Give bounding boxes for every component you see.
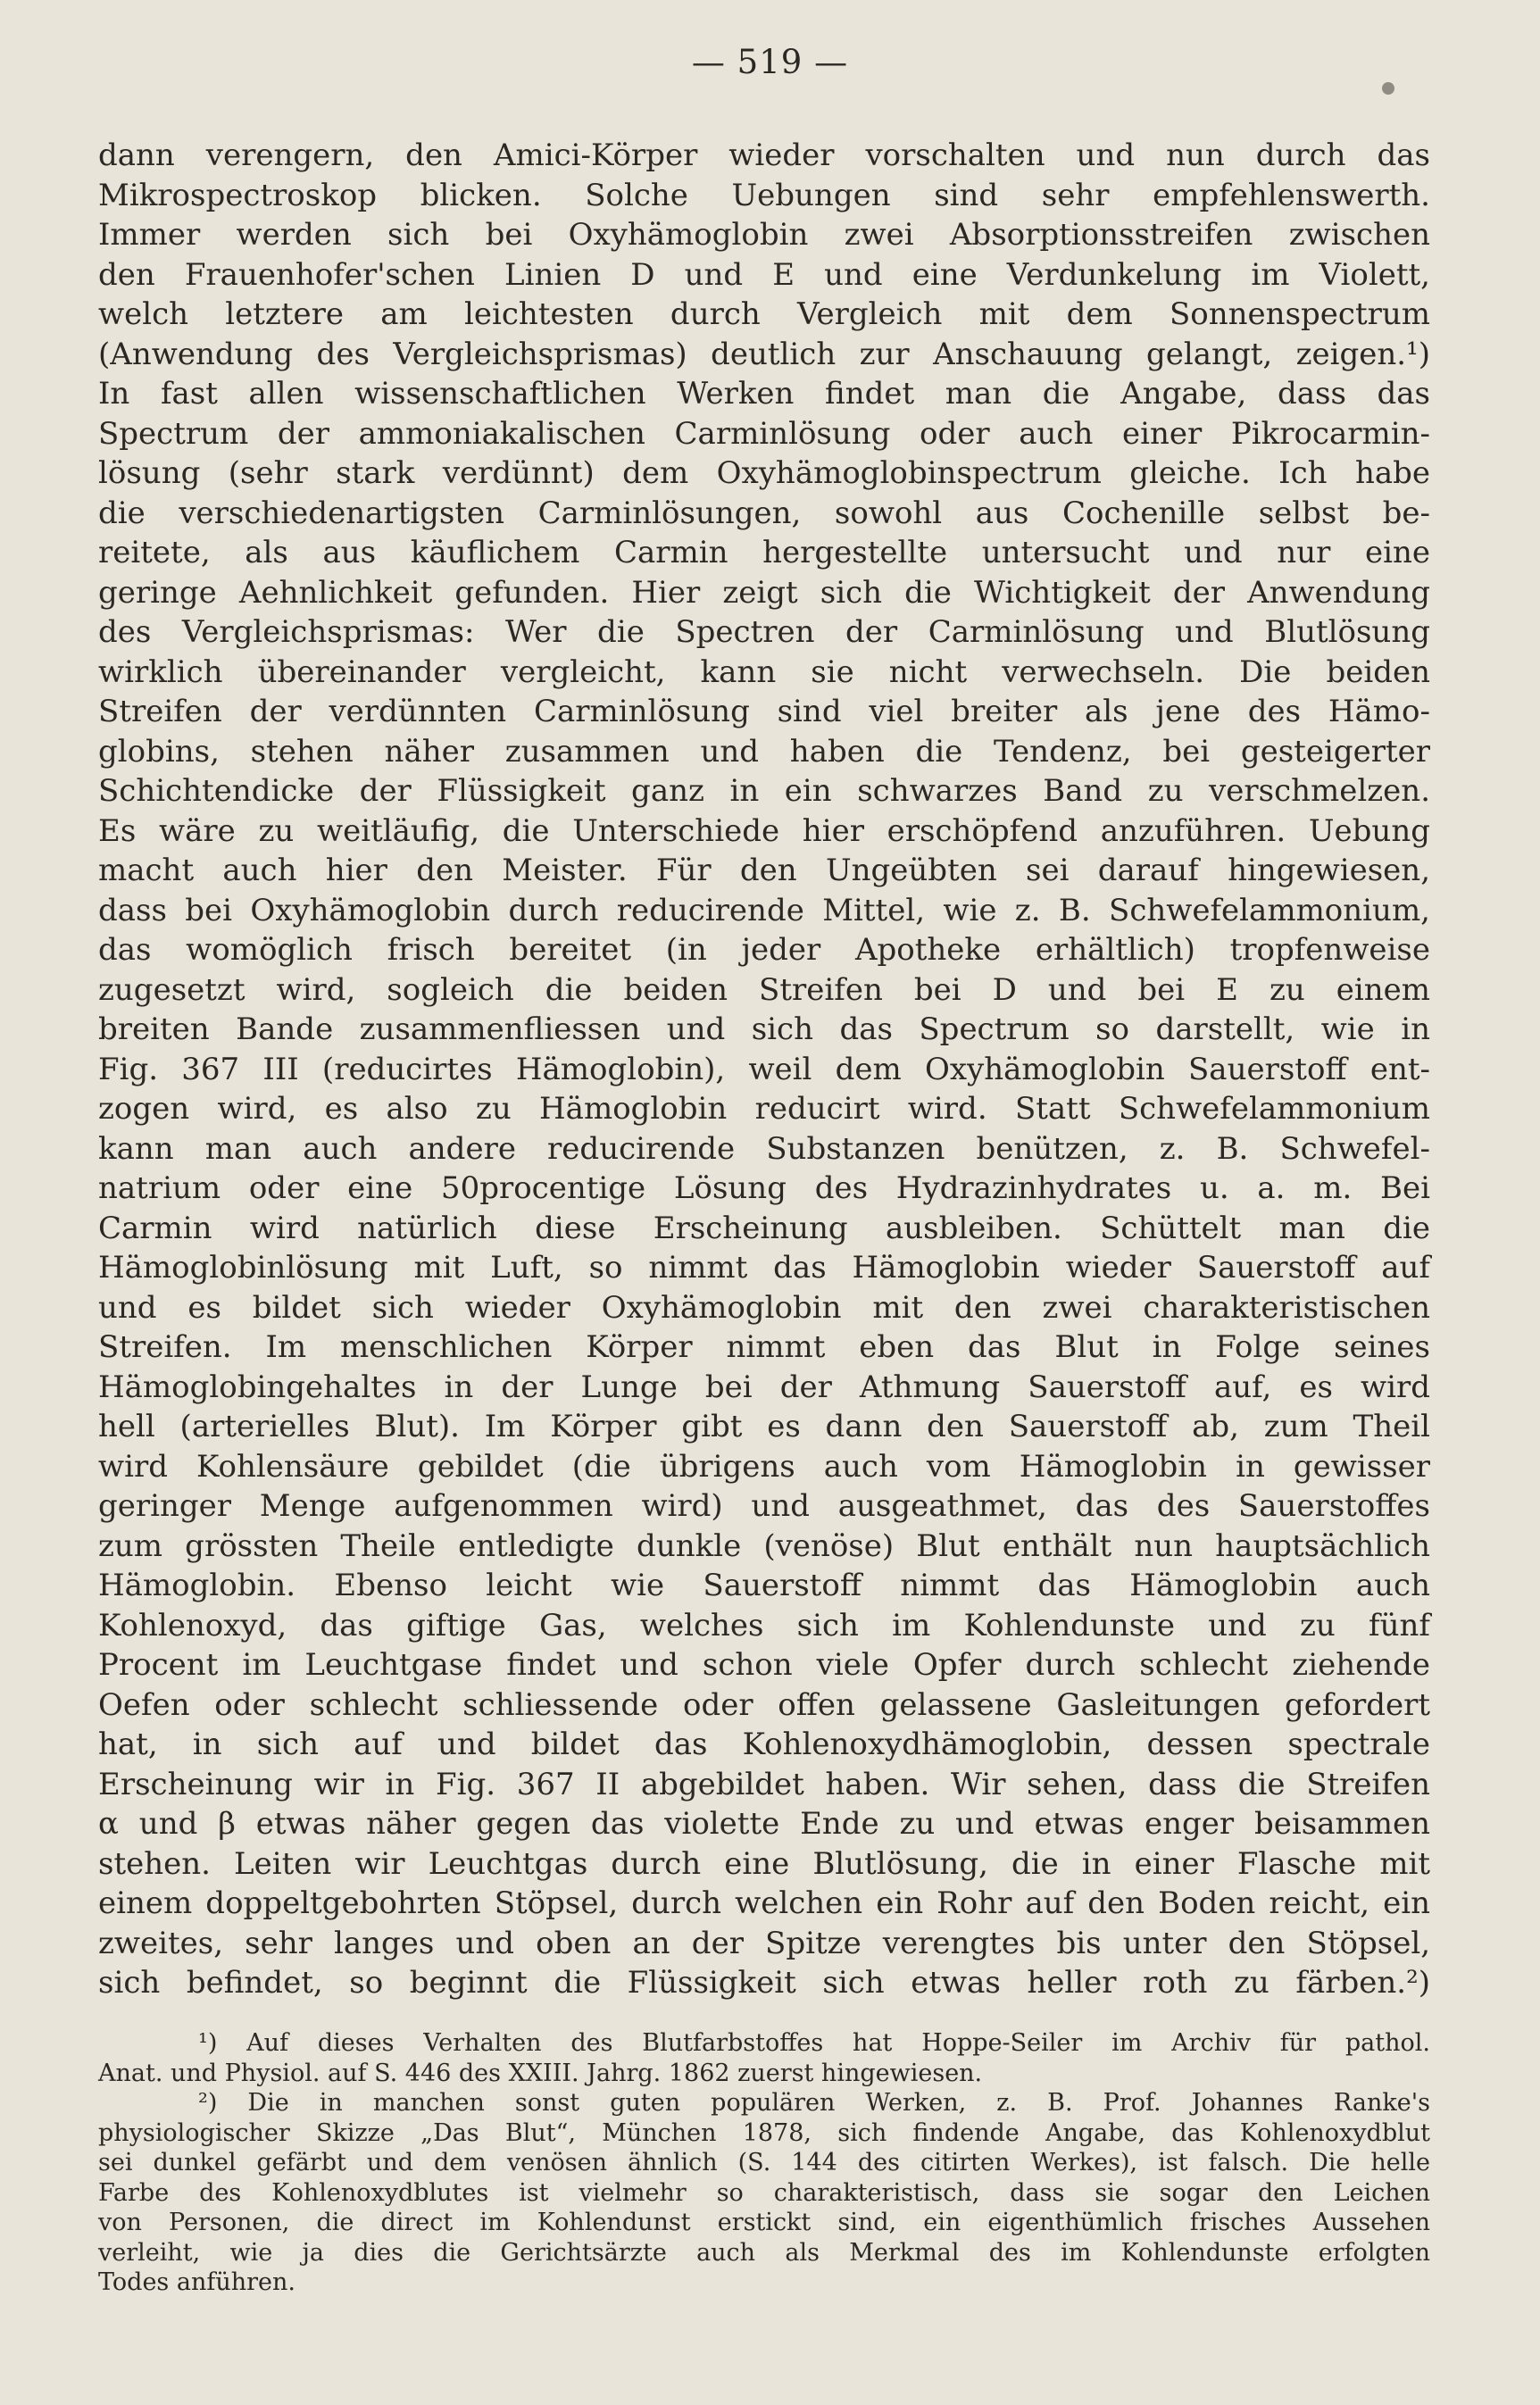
text-line: Immer werden sich bei Oxyhämoglobin zwei Absorptionsstreifen zwischen xyxy=(98,217,1430,253)
text-line: kann man auch andere reducirende Substanzen benützen, z. B. Schwefel- xyxy=(98,1130,1430,1167)
text-line: dass bei Oxyhämoglobin durch reducirende Mittel, wie z. B. Schwefelammonium, xyxy=(98,892,1430,928)
main-text xyxy=(98,136,1430,2043)
text-line: zum grössten Theile entledigte dunkle (venöse) Blut enthält nun hauptsächlich xyxy=(98,1527,1430,1564)
text-line: Mikrospectroskop blicken. Solche Uebungen sind sehr empfehlenswerth. xyxy=(98,177,1430,213)
text-line: (Anwendung des Vergleichsprismas) deutlich zur Anschauung gelangt, zeigen.¹) xyxy=(98,336,1430,372)
text-line: welch letztere am leichtesten durch Vergleich mit dem Sonnenspectrum xyxy=(98,296,1430,332)
text-line: natrium oder eine 50procentige Lösung des Hydrazinhydrates u. a. m. Bei xyxy=(98,1170,1430,1206)
footnote-line: physiologischer Skizze „Das Blut“, München 1878, sich findende Angabe, das Kohlenoxydblut xyxy=(98,2118,1430,2147)
text-line: Procent im Leuchtgase findet und schon viele Opfer durch schlecht ziehende xyxy=(98,1647,1430,1683)
text-line: Hämoglobinlösung mit Luft, so nimmt das Hämoglobin wieder Sauerstoff auf xyxy=(98,1250,1430,1286)
text-line: stehen. Leiten wir Leuchtgas durch eine Blutlösung, die in einer Flasche mit xyxy=(98,1845,1430,1882)
text-line: Erscheinung wir in Fig. 367 II abgebildet haben. Wir sehen, dass die Streifen xyxy=(98,1766,1430,1802)
footnotes xyxy=(98,2028,1430,2298)
footnote-line: von Personen, die direct im Kohlendunst erstickt sind, ein eigenthümlich frisches Aussehen xyxy=(98,2209,1430,2236)
text-line: geringer Menge aufgenommen wird) und ausgeathmet, das des Sauerstoffes xyxy=(98,1488,1430,1524)
footnote-line: ¹) Auf dieses Verhalten des Blutfarbstoffes hat Hoppe-Seiler im Archiv für pathol. xyxy=(198,2029,1430,2057)
text-line: macht auch hier den Meister. Für den Ungeübten sei darauf hingewiesen, xyxy=(98,853,1430,888)
footnote-line: verleiht, wie ja dies die Gerichtsärzte auch als Merkmal des im Kohlendunste erfolgten xyxy=(98,2238,1430,2267)
text-line: und es bildet sich wieder Oxyhämoglobin mit den zwei charakteristischen xyxy=(98,1289,1430,1326)
text-line: sich befindet, so beginnt die Flüssigkeit sich etwas heller roth zu färben.²) xyxy=(98,1965,1430,2001)
text-line: den Frauenhofer'schen Linien D und E und eine Verdunkelung im Violett, xyxy=(98,256,1430,293)
text-line: In fast allen wissenschaftlichen Werken findet man die Angabe, dass das xyxy=(98,376,1430,412)
text-line: Hämoglobingehaltes in der Lunge bei der Athmung Sauerstoff auf, es wird xyxy=(98,1369,1430,1405)
text-line: Streifen der verdünnten Carminlösung sind viel breiter als jene des Hämo- xyxy=(98,694,1430,729)
text-line: Schichtendicke der Flüssigkeit ganz in ein schwarzes Band zu verschmelzen. xyxy=(98,773,1430,809)
text-line: Fig. 367 III (reducirtes Hämoglobin), weil dem Oxyhämoglobin Sauerstoff ent- xyxy=(98,1051,1430,1087)
footnote-line: Todes anführen. xyxy=(98,2268,296,2296)
text-line: zugesetzt wird, sogleich die beiden Streifen bei D und bei E zu einem xyxy=(98,971,1430,1008)
text-line: hat, in sich auf und bildet das Kohlenoxydhämoglobin, dessen spectrale xyxy=(98,1727,1430,1762)
text-line: Oefen oder schlecht schliessende oder offen gelassene Gasleitungen gefordert xyxy=(98,1686,1430,1723)
footnote-line: sei dunkel gefärbt und dem venösen ähnlich (S. 144 des citirten Werkes), ist falsch. Die helle xyxy=(98,2149,1430,2176)
text-line: geringe Aehnlichkeit gefunden. Hier zeigt sich die Wichtigkeit der Anwendung xyxy=(98,574,1430,611)
text-line: zogen wird, es also zu Hämoglobin reducirt wird. Statt Schwefelammonium xyxy=(98,1091,1430,1127)
text-line: Spectrum der ammoniakalischen Carminlösung oder auch einer Pikrocarmin- xyxy=(98,415,1430,452)
text-line: wird Kohlensäure gebildet (die übrigens auch vom Hämoglobin in gewisser xyxy=(98,1448,1430,1485)
text-line: lösung (sehr stark verdünnt) dem Oxyhämoglobinspectrum gleiche. Ich habe xyxy=(98,455,1430,491)
footnote-line: ²) Die in manchen sonst guten populären Werken, z. B. Prof. Johannes Ranke's xyxy=(198,2089,1430,2117)
text-line: globins, stehen näher zusammen und haben die Tendenz, bei gesteigerter xyxy=(98,733,1430,770)
paper-speck xyxy=(1382,82,1394,95)
text-line: breiten Bande zusammenfliessen und sich das Spectrum so darstellt, wie in xyxy=(98,1011,1430,1047)
text-line: Streifen. Im menschlichen Körper nimmt eben das Blut in Folge seines xyxy=(98,1329,1430,1365)
text-line: Es wäre zu weitläufig, die Unterschiede hier erschöpfend anzuführen. Uebung xyxy=(98,812,1430,849)
text-line: Kohlenoxyd, das giftige Gas, welches sich im Kohlendunste und zu fünf xyxy=(98,1607,1430,1644)
footnote-line: Anat. und Physiol. auf S. 446 des XXIII. Jahrg. 1862 zuerst hingewiesen. xyxy=(98,2059,983,2087)
text-line: einem doppeltgebohrten Stöpsel, durch welchen ein Rohr auf den Boden reicht, ein xyxy=(98,1885,1430,1921)
text-line: des Vergleichsprismas: Wer die Spectren der Carminlösung und Blutlösung xyxy=(98,614,1430,650)
text-line: reitete, als aus käuflichem Carmin hergestellte untersucht und nur eine xyxy=(98,535,1430,570)
text-line: das womöglich frisch bereitet (in jeder Apotheke erhältlich) tropfenweise xyxy=(98,932,1430,968)
text-line: zweites, sehr langes und oben an der Spitze verengtes bis unter den Stöpsel, xyxy=(98,1925,1430,1961)
footnote-line: Farbe des Kohlenoxydblutes ist vielmehr so charakteristisch, dass sie sogar den Leichen xyxy=(98,2178,1430,2207)
text-line: hell (arterielles Blut). Im Körper gibt es dann den Sauerstoff ab, zum Theil xyxy=(98,1409,1430,1444)
text-line: die verschiedenartigsten Carminlösungen, sowohl aus Cochenille selbst be- xyxy=(98,495,1430,531)
text-line: wirklich übereinander vergleicht, kann sie nicht verwechseln. Die beiden xyxy=(98,653,1430,690)
text-line: α und β etwas näher gegen das violette Ende zu und etwas enger beisammen xyxy=(98,1806,1430,1842)
text-line: dann verengern, den Amici-Körper wieder vorschalten und nun durch das xyxy=(98,137,1430,173)
text-line: Hämoglobin. Ebenso leicht wie Sauerstoff nimmt das Hämoglobin auch xyxy=(98,1568,1430,1603)
text-line: Carmin wird natürlich diese Erscheinung ausbleiben. Schüttelt man die xyxy=(98,1210,1430,1246)
page-number: — 519 — xyxy=(691,43,849,81)
